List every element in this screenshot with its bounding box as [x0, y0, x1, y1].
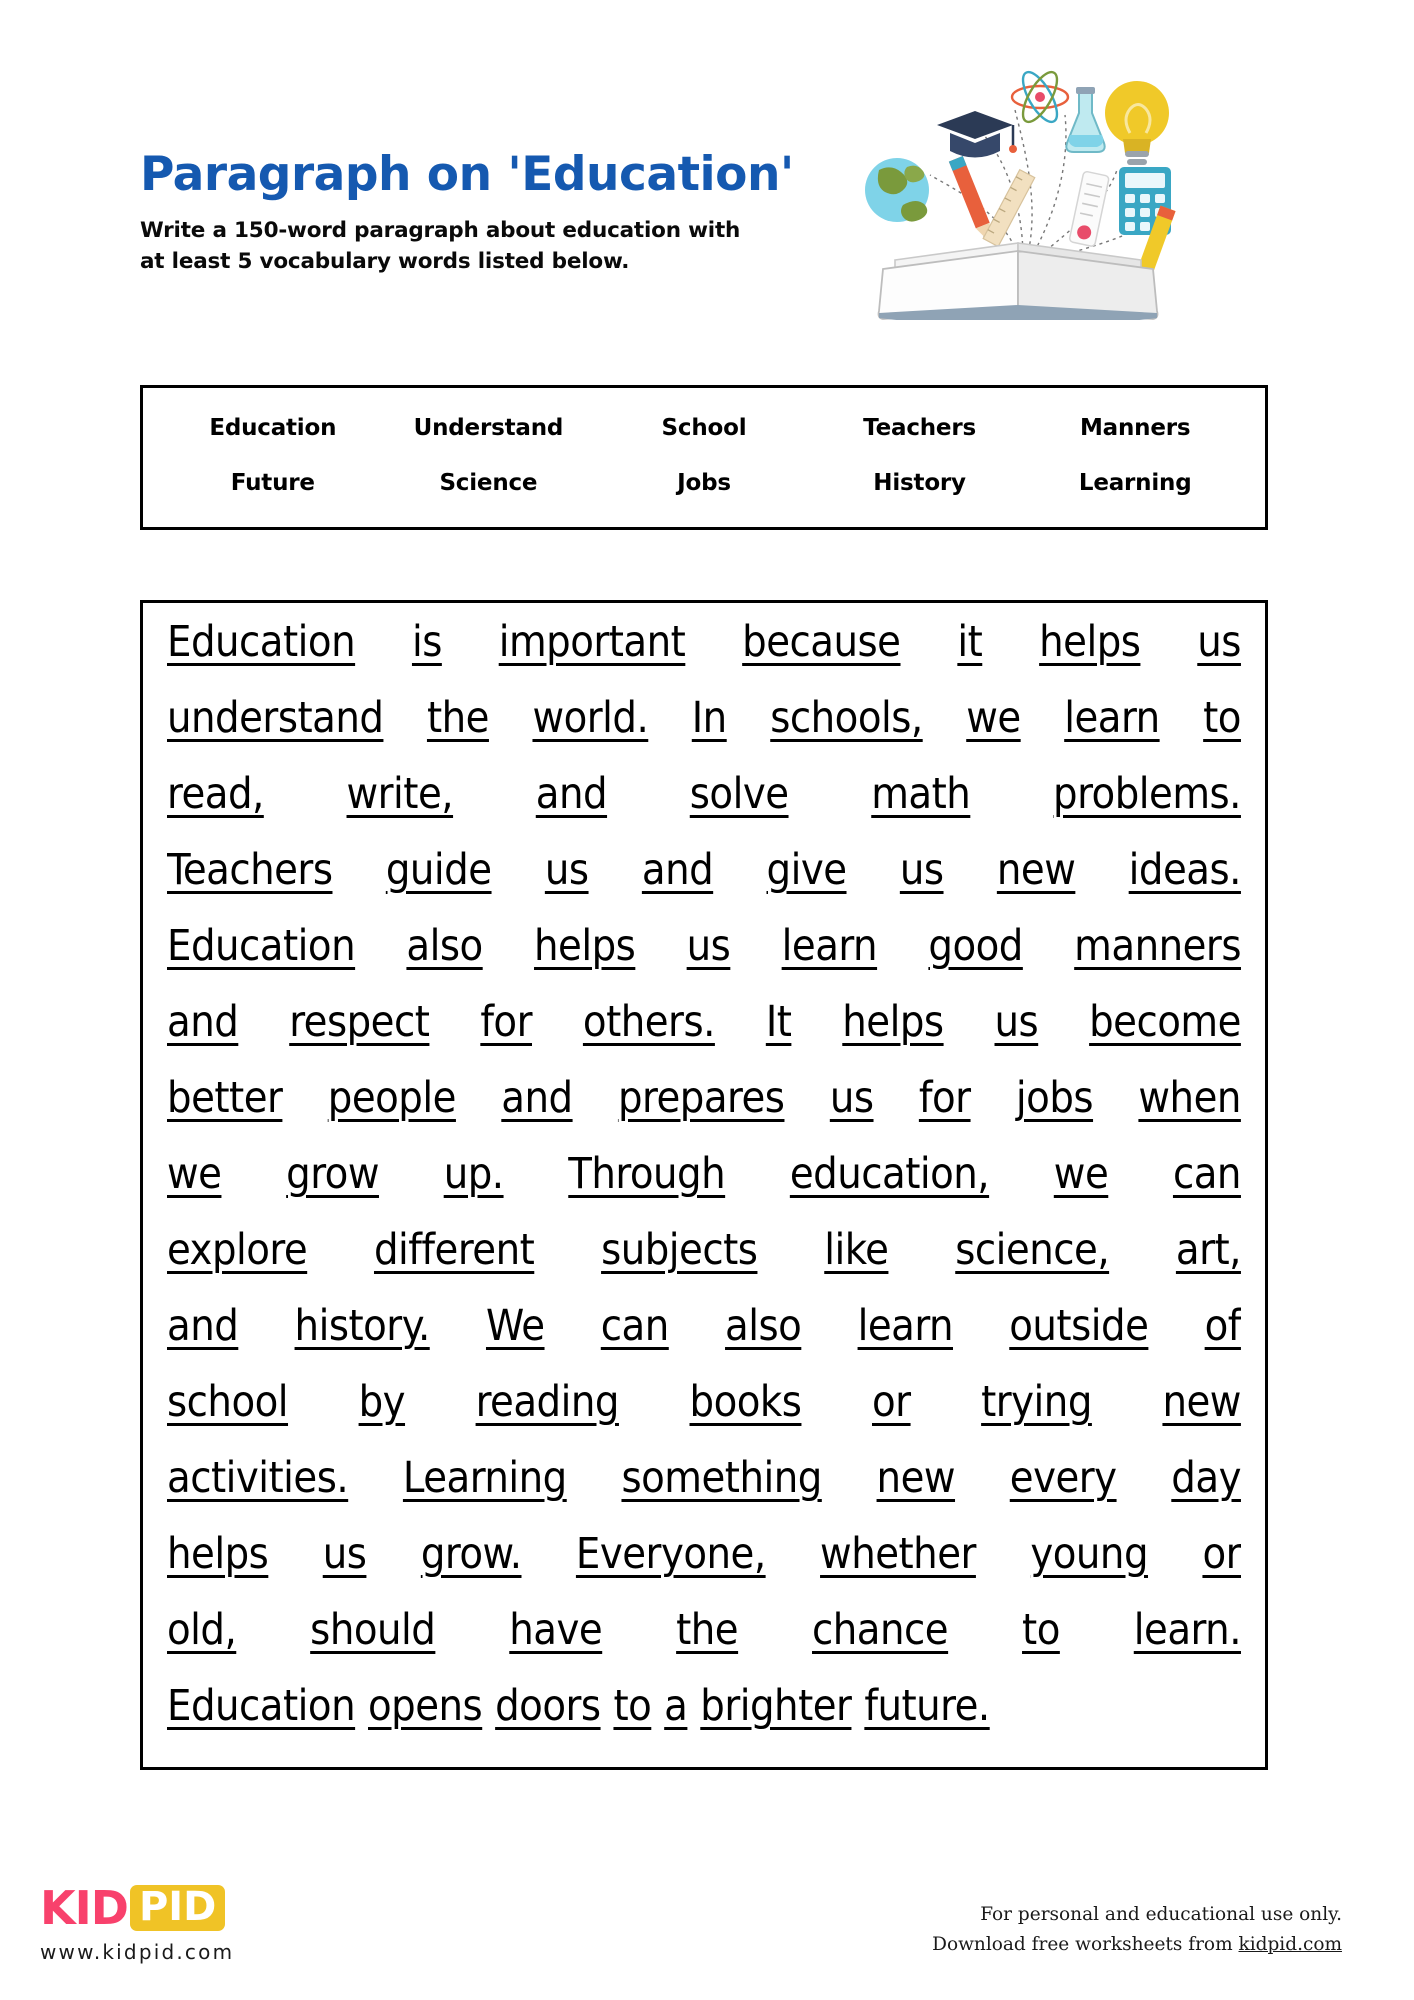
paragraph-word: a [664, 1681, 688, 1731]
vocabulary-word: Science [439, 470, 538, 496]
paragraph-word: opens [368, 1681, 483, 1731]
paragraph-word: grow [286, 1149, 379, 1199]
paragraph-word: learn. [1133, 1605, 1241, 1655]
paragraph-word: we [966, 693, 1021, 743]
atom-icon [1012, 67, 1068, 126]
paragraph-word: prepares [617, 1073, 785, 1123]
paragraph-word: we [1053, 1149, 1109, 1199]
paragraph-word: the [676, 1605, 739, 1655]
paragraph-word: better [167, 1073, 283, 1123]
vocabulary-row [165, 415, 1243, 441]
paragraph-word: us [899, 845, 944, 895]
vocabulary-row [165, 470, 1243, 496]
paragraph-word: us [994, 997, 1039, 1047]
paragraph-word: learn [857, 1301, 953, 1351]
paragraph-word: something [621, 1453, 822, 1503]
paragraph-word: and [167, 1301, 239, 1351]
paragraph-line [167, 921, 1241, 997]
paragraph-word: is [411, 617, 442, 667]
paragraph-line [167, 845, 1241, 921]
paragraph-word: brighter [700, 1681, 852, 1731]
paragraph-word: respect [289, 997, 430, 1047]
paragraph-word: and [501, 1073, 573, 1123]
paragraph-word: to [613, 1681, 652, 1731]
paragraph-line [167, 769, 1241, 845]
paragraph-line [167, 1073, 1241, 1149]
paragraph-word: can [600, 1301, 669, 1351]
paragraph-word: manners [1074, 921, 1241, 971]
paragraph-word: important [498, 617, 686, 667]
paragraph-word: Learning [402, 1453, 567, 1503]
paragraph-word: we [167, 1149, 222, 1199]
paragraph-word: Teachers [167, 845, 333, 895]
paragraph-word: new [996, 845, 1076, 895]
paragraph-word: also [725, 1301, 802, 1351]
footer-note-line-1: For personal and educational use only. [980, 1904, 1342, 1925]
vocabulary-word: Understand [413, 415, 564, 441]
paragraph-word: subjects [601, 1225, 758, 1275]
paragraph-word: and [535, 769, 608, 819]
paragraph-word: for [918, 1073, 971, 1123]
paragraph-word: Through [568, 1149, 726, 1199]
paragraph-word: science, [955, 1225, 1110, 1275]
paragraph-word: have [509, 1605, 603, 1655]
paragraph-word: us [1197, 617, 1241, 667]
paragraph-line [167, 1149, 1241, 1225]
vocabulary-word: Education [209, 415, 337, 441]
paragraph-word: people [327, 1073, 456, 1123]
paragraph-word: explore [167, 1225, 308, 1275]
paragraph-word: helps [534, 921, 636, 971]
paragraph-word: chance [812, 1605, 949, 1655]
paragraph-word: problems. [1053, 769, 1241, 819]
paragraph-word: can [1172, 1149, 1241, 1199]
paragraph-word: to [1022, 1605, 1060, 1655]
paragraph-word: also [406, 921, 483, 971]
paragraph-word: or [872, 1377, 911, 1427]
paragraph-line [167, 1301, 1241, 1377]
paragraph-word: like [824, 1225, 889, 1275]
paragraph-word: us [829, 1073, 874, 1123]
paragraph-word: whether [820, 1529, 976, 1579]
paragraph-word: history. [294, 1301, 430, 1351]
paragraph-word: or [1202, 1529, 1241, 1579]
footer-note-line-2 [932, 1930, 1342, 1960]
education-illustration [855, 55, 1185, 320]
paragraph-word: when [1138, 1073, 1241, 1123]
paragraph-word: grow. [420, 1529, 522, 1579]
paragraph-word: old, [167, 1605, 237, 1655]
paragraph-word: young [1030, 1529, 1149, 1579]
paragraph-word: new [1162, 1377, 1241, 1427]
paragraph-line [167, 1225, 1241, 1301]
paragraph-word: us [544, 845, 589, 895]
paragraph-word: solve [689, 769, 789, 819]
paragraph-word: learn [1064, 693, 1160, 743]
paragraph-word: school [167, 1377, 289, 1427]
paragraph-word: books [689, 1377, 802, 1427]
vocabulary-word: Manners [1079, 415, 1191, 441]
footer-note [932, 1900, 1342, 1960]
paragraph-word: and [167, 997, 239, 1047]
paragraph-word: read, [167, 769, 264, 819]
paragraph-line [167, 693, 1241, 769]
kidpid-logo [40, 1881, 340, 1964]
logo-url: www.kidpid.com [40, 1940, 235, 1964]
paragraph-word: because [742, 617, 901, 667]
paragraph-word: by [358, 1377, 406, 1427]
vocabulary-word: School [661, 415, 747, 441]
paragraph-line [167, 617, 1241, 693]
vocabulary-word: Future [230, 470, 315, 496]
paragraph-word: activities. [167, 1453, 349, 1503]
paragraph-word: doors [495, 1681, 601, 1731]
paragraph-word: new [876, 1453, 956, 1503]
flask-icon [1066, 87, 1104, 152]
paragraph-word: trying [981, 1377, 1092, 1427]
paragraph-word: good [928, 921, 1023, 971]
paragraph-word: We [485, 1301, 545, 1351]
paragraph-word: day [1171, 1453, 1241, 1503]
lightbulb-icon [1105, 81, 1169, 165]
paragraph-word: schools, [770, 693, 923, 743]
instruction-line-1: Write a 150-word paragraph about education with [140, 218, 741, 244]
paragraph-word: math [871, 769, 971, 819]
paragraph-word: guide [385, 845, 492, 895]
instruction-text [140, 216, 840, 277]
worksheet-header [140, 147, 900, 277]
answer-paragraph-box[interactable] [140, 600, 1268, 1770]
vocabulary-word: Learning [1078, 470, 1192, 496]
paragraph-word: jobs [1015, 1073, 1094, 1123]
paragraph-word: the [426, 693, 489, 743]
page-title: Paragraph on 'Education' [140, 147, 794, 202]
paragraph-word: art, [1175, 1225, 1241, 1275]
paragraph-word: helps [1039, 617, 1141, 667]
logo-pid-text: PID [130, 1885, 225, 1931]
paragraph-line [167, 1453, 1241, 1529]
paragraph-line [167, 997, 1241, 1073]
paragraph-word: give [766, 845, 847, 895]
paragraph-word: Education [167, 921, 356, 971]
kidpid-link[interactable]: kidpid.com [1238, 1933, 1342, 1955]
paragraph-word: Everyone, [575, 1529, 766, 1579]
paragraph-line [167, 1681, 1241, 1757]
paragraph-word: should [310, 1605, 436, 1655]
paragraph-word: learn [781, 921, 878, 971]
paragraph-word: and [641, 845, 714, 895]
paragraph-word: It [765, 997, 792, 1047]
paragraph-line [167, 1377, 1241, 1453]
footer-note-prefix: Download free worksheets from [932, 1933, 1239, 1955]
diploma-icon [1069, 171, 1109, 247]
paragraph-word: ideas. [1128, 845, 1241, 895]
paragraph-word: helps [167, 1529, 269, 1579]
paragraph-word: different [373, 1225, 535, 1275]
paragraph-word: for [480, 997, 532, 1047]
paragraph-word: Education [167, 1681, 356, 1731]
paragraph-line [167, 1529, 1241, 1605]
paragraph-word: world. [532, 693, 649, 743]
paragraph-word: outside [1009, 1301, 1149, 1351]
vocabulary-word: Teachers [863, 415, 976, 441]
paragraph-word: up. [443, 1149, 504, 1199]
paragraph-word: understand [167, 693, 384, 743]
paragraph-word: reading [475, 1377, 619, 1427]
instruction-line-2: at least 5 vocabulary words listed below. [140, 248, 630, 274]
paragraph-word: become [1089, 997, 1241, 1047]
paragraph-word: future. [864, 1681, 990, 1731]
paragraph-word: others. [582, 997, 715, 1047]
paragraph-word: education, [789, 1149, 990, 1199]
graduation-cap-icon [937, 111, 1017, 158]
paragraph-word: write, [346, 769, 454, 819]
paragraph-word: us [686, 921, 731, 971]
paragraph-word: us [322, 1529, 367, 1579]
vocabulary-word: Jobs [677, 470, 731, 496]
vocabulary-word: History [873, 470, 966, 496]
paragraph-word: every [1009, 1453, 1117, 1503]
paragraph-line [167, 1605, 1241, 1681]
paragraph-word: to [1203, 693, 1241, 743]
paragraph-word: In [691, 693, 727, 743]
paragraph-word: of [1204, 1301, 1241, 1351]
vocabulary-word-bank [140, 385, 1268, 530]
globe-icon [865, 158, 929, 222]
paragraph-word: Education [167, 617, 356, 667]
paragraph-word: it [957, 617, 983, 667]
open-book-icon [879, 243, 1158, 320]
logo-kid-text: KID [40, 1881, 128, 1935]
paragraph-word: helps [842, 997, 944, 1047]
